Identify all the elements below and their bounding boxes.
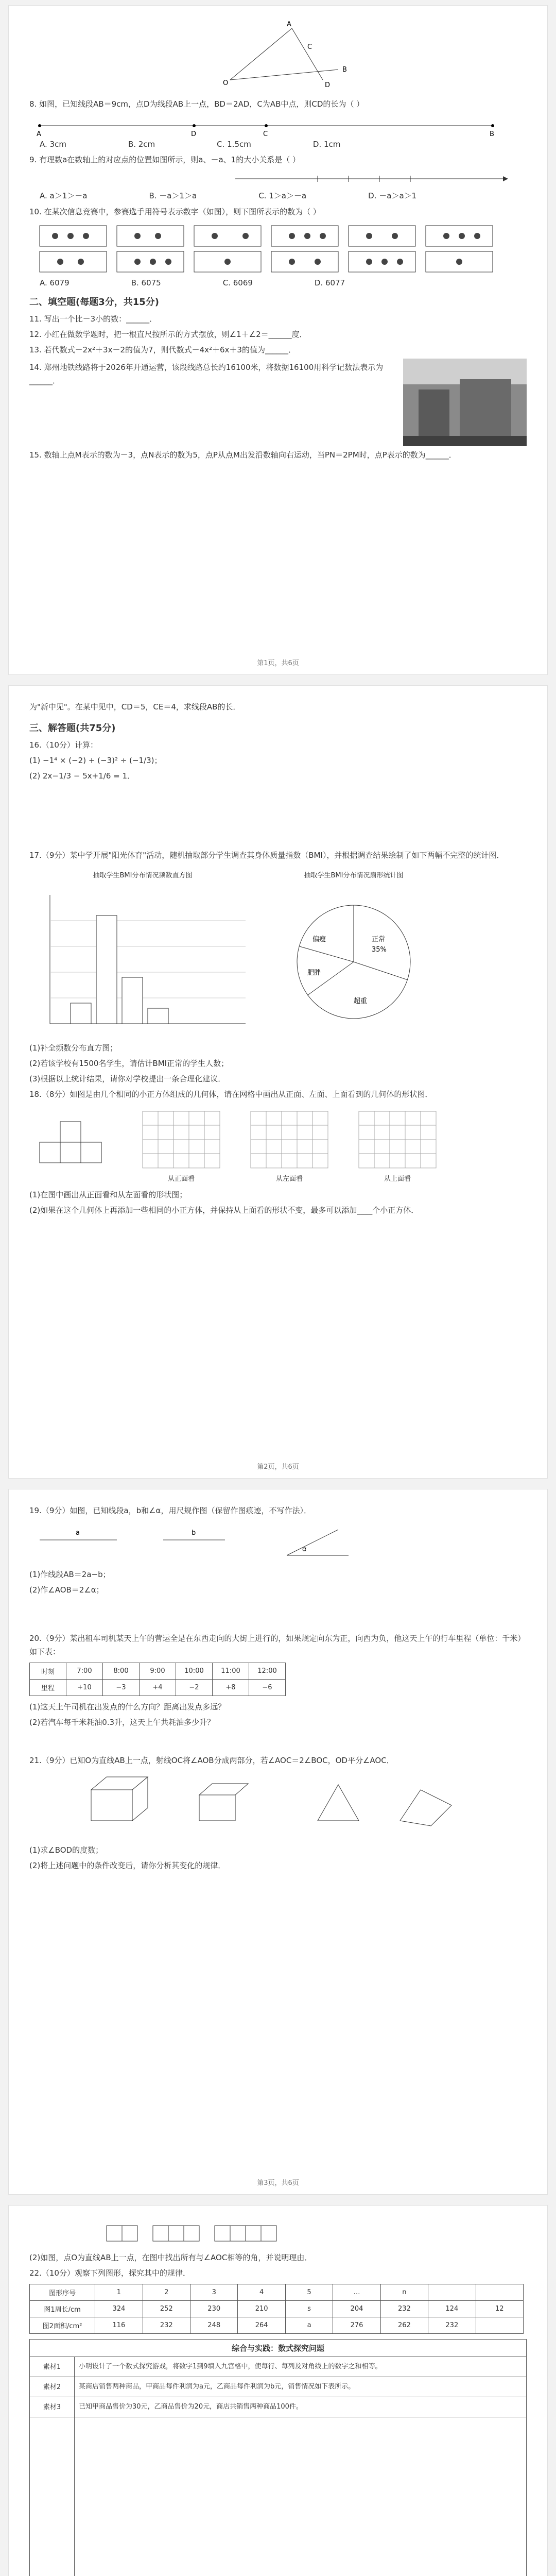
table-row — [30, 2317, 524, 2334]
q19-label-alpha: α — [302, 1546, 307, 1553]
q17-sub-2: (2)若该学校有1500名学生，请估计BMI正常的学生人数； — [29, 1059, 229, 1068]
q18-grid-left — [246, 1106, 333, 1173]
table-cell: n — [380, 2284, 428, 2301]
q21-text: 21.（9分）已知O为直线AB上一点，射线OC将∠AOB分成两部分，若∠AOC＝2∠BOC，OD平分∠AOC． — [29, 1756, 394, 1765]
q18-grid-top — [354, 1106, 441, 1173]
q22-text: 22.（10分）观察下列图形，探究其中的规律． — [29, 2268, 190, 2278]
table-cell: 276 — [333, 2317, 380, 2334]
label-d: D — [325, 81, 331, 89]
q8-option-b[interactable]: B. 2cm — [128, 140, 155, 149]
q10-option-c[interactable]: C. 6069 — [222, 278, 253, 287]
q17-chart1-title: 抽取学生BMI分布情况频数直方图 — [93, 872, 193, 879]
q20-table — [29, 1663, 286, 1696]
table-cell: 1 — [95, 2284, 143, 2301]
q8-option-a[interactable]: A. 3cm — [40, 140, 66, 149]
q8-options — [40, 140, 527, 149]
table-cell: 124 — [428, 2301, 476, 2317]
top-angle-figure — [210, 18, 364, 95]
q18-grid-front — [137, 1106, 225, 1173]
p2-intro: 为"新中见"。在某中见中，CD＝5，CE＝4，求线段AB的长． — [29, 702, 241, 711]
box-value: 小明设计了一个数式探究游戏，将数字1到9填入九宫格中，使每行、每列及对角线上的数字之和相等。 — [79, 2363, 382, 2370]
table-cell: +4 — [140, 1680, 176, 1696]
q20-sub-1: (1)这天上午司机在出发点的什么方向？距离出发点多远？ — [29, 1702, 226, 1711]
table-cell: 204 — [333, 2301, 380, 2317]
q10-symbol-grid — [29, 221, 524, 277]
view-top: 从上面看 — [384, 1175, 411, 1183]
list-item — [30, 2397, 526, 2417]
q16-item-1: (1) −1⁴ × (−2) + (−3)² ÷ (−1/3)； — [29, 756, 162, 765]
table-cell: 116 — [95, 2317, 143, 2334]
q19-sub-2: (2)作∠AOB＝2∠α； — [29, 1585, 104, 1595]
box-value: 某商店销售两种商品，甲商品每件利润为a元，乙商品每件利润为b元，销售情况如下表所示。 — [79, 2383, 355, 2391]
q21-sub-1: (1)求∠BOD的度数； — [29, 1845, 103, 1855]
table-cell: 图形序号 — [30, 2284, 95, 2301]
q19-sub-1: (1)作线段AB＝2a−b； — [29, 1570, 111, 1579]
pie-label-normal: 正常 — [372, 936, 386, 943]
table-cell: s — [285, 2301, 333, 2317]
table-cell: 图2面积/cm² — [30, 2317, 95, 2334]
q18-figures — [29, 1106, 527, 1183]
page-2-footer: 第2页，共6页 — [257, 1463, 299, 1471]
pie-percent: 35% — [372, 946, 387, 954]
q17-chart2-title: 抽取学生BMI分布情况扇形统计图 — [304, 872, 404, 879]
q17-pie — [276, 885, 431, 1039]
table-cell: 2 — [143, 2284, 190, 2301]
table-cell: 210 — [238, 2301, 285, 2317]
q10-option-b[interactable]: B. 6075 — [131, 278, 161, 287]
q21-cont: (2)如图，点O为直线AB上一点，在图中找出所有与∠AOC相等的角，并说明理由． — [29, 2253, 312, 2262]
page-4 — [8, 2205, 548, 2576]
q17-sub-1: (1)补全频数分布直方图； — [29, 1043, 118, 1053]
q12: 12. 小红在做数学题时，把一根直尺按所示的方式摆放，则∠1＋∠2＝______度． — [29, 330, 307, 339]
box-key: 素材1 — [30, 2357, 75, 2377]
table-cell — [476, 2284, 523, 2301]
q21-sub-2: (2)将上述问题中的条件改变后，请你分析其变化的规律． — [29, 1861, 226, 1870]
q10-option-d[interactable]: D. 6077 — [314, 278, 345, 287]
table-cell: 里程 — [30, 1680, 66, 1696]
q15: 15. 数轴上点M表示的数为－3，点N表示的数为5，点P从点M出发沿数轴向右运动，当PN＝2PM时，点P表示的数为______． — [29, 450, 457, 460]
page-3-footer: 第3页，共6页 — [257, 2179, 299, 2187]
list-item — [30, 2357, 526, 2377]
label-c: C — [307, 43, 312, 51]
table-cell: 11:00 — [213, 1663, 249, 1680]
box-key: 素材2 — [30, 2377, 75, 2397]
seg-b: B — [490, 130, 494, 138]
q11: 11. 写出一个比－3小的数：______． — [29, 314, 158, 324]
q17-text: 17.（9分）某中学开展"阳光体育"活动，随机抽取部分学生调查其身体质量指数（BMI），并根据调查结果绘制了如下两幅不完整的统计图． — [29, 851, 505, 860]
table-cell: +10 — [66, 1680, 103, 1696]
q8-option-d[interactable]: D. 1cm — [312, 140, 341, 149]
q14: 14. 郑州地铁线路将于2026年开通运营，该段线路总长约16100米，将数据16100用科学记数法表示为______． — [29, 363, 384, 385]
q9-option-b[interactable]: B. －a＞1＞a — [149, 191, 197, 200]
box-value — [75, 2417, 526, 2576]
q19-label-b: b — [192, 1529, 196, 1537]
section-2-title: 二、填空题(每题3分，共15分) — [29, 297, 160, 308]
table-row — [30, 1663, 286, 1680]
q18-sub: (1)在图中画出从正面看和从左面看的形状图； — [29, 1190, 187, 1199]
q10-option-a[interactable]: A. 6079 — [40, 278, 70, 287]
table-cell: 232 — [143, 2317, 190, 2334]
q17-histogram — [29, 885, 256, 1039]
seg-d: D — [191, 130, 197, 138]
seg-c: C — [263, 130, 268, 138]
pie-label-thin: 偏瘦 — [312, 936, 326, 943]
q9-number-line — [29, 168, 524, 189]
q9-option-a[interactable]: A. a＞1＞－a — [40, 191, 88, 200]
table-cell: 232 — [428, 2317, 476, 2334]
q19-figure — [29, 1519, 524, 1566]
q19-text: 19.（9分）如图，已知线段a，b和∠α，用尺规作图（保留作图痕迹，不写作法）． — [29, 1506, 311, 1515]
practice-box — [29, 2339, 527, 2576]
table-cell: 262 — [380, 2317, 428, 2334]
table-cell: 248 — [190, 2317, 238, 2334]
page-1-footer: 第1页，共6页 — [257, 659, 299, 667]
q20-sub-2: (2)若汽车每千米耗油0.3升，这天上午共耗油多少升？ — [29, 1718, 215, 1727]
q9-option-c[interactable]: C. 1＞a＞－a — [258, 191, 307, 200]
label-a: A — [287, 21, 291, 28]
q14-photo — [403, 359, 527, 446]
table-cell: 3 — [190, 2284, 238, 2301]
table-cell: −2 — [176, 1680, 213, 1696]
table-cell: 时刻 — [30, 1663, 66, 1680]
table-row — [30, 2284, 524, 2301]
table-cell: 232 — [380, 2301, 428, 2317]
page-1 — [8, 5, 548, 675]
table-row — [30, 1680, 286, 1696]
table-cell: a — [285, 2317, 333, 2334]
box-key — [30, 2417, 75, 2576]
table-cell: 7:00 — [66, 1663, 103, 1680]
list-item — [30, 2377, 526, 2397]
table-cell: 230 — [190, 2301, 238, 2317]
pie-label-over: 超重 — [354, 997, 368, 1005]
table-cell: 252 — [143, 2301, 190, 2317]
label-b: B — [342, 66, 347, 74]
q8-text: 8. 如图，已知线段AB＝9cm，点D为线段AB上一点，BD＝2AD，C为AB中点，则CD的长为（ ） — [29, 99, 364, 109]
section-3-title: 三、解答题(共75分) — [29, 723, 116, 734]
q19-label-a: a — [76, 1529, 80, 1537]
q20-text: 20.（9分）某出租车司机某天上午的营运全是在东西走向的大街上进行的，如果规定向东为正，向西为负，他这天上午的行车里程（单位：千米）如下表： — [29, 1634, 526, 1656]
table-cell: … — [333, 2284, 380, 2301]
q9-options — [40, 190, 527, 201]
table-row — [30, 2301, 524, 2317]
q8-option-c[interactable]: C. 1.5cm — [217, 140, 251, 149]
q16-text: 16.（10分）计算： — [29, 740, 98, 750]
q9-option-d[interactable]: D. －a＞a＞1 — [368, 191, 417, 200]
q9-text: 9. 有理数a在数轴上的对应点的位置如图所示，则a、－a、1的大小关系是（ ） — [29, 155, 300, 164]
table-cell: 324 — [95, 2301, 143, 2317]
q21-cont-figure — [29, 2218, 524, 2249]
practice-box-title: 综合与实践：数式探究问题 — [30, 2340, 526, 2357]
list-item — [30, 2417, 526, 2576]
q8-segment — [29, 113, 524, 139]
q22-table — [29, 2284, 524, 2334]
table-cell — [476, 2317, 523, 2334]
q10-text: 10. 在某次信息竞赛中，参赛选手用符号表示数字（如图），则下图所表示的数为（ ） — [29, 207, 321, 216]
q17-sub-3: (3)根据以上统计结果，请你对学校提出一条合理化建议． — [29, 1074, 226, 1083]
table-cell — [428, 2284, 476, 2301]
table-cell: −6 — [249, 1680, 286, 1696]
box-key: 素材3 — [30, 2397, 75, 2417]
table-cell: 12:00 — [249, 1663, 286, 1680]
q18-sub-2: (2)如果在这个几何体上再添加一些相同的小正方体，并保持从上面看的形状不变，最多可以添加____个小正方体． — [29, 1206, 419, 1215]
table-cell: 8:00 — [103, 1663, 140, 1680]
page-3 — [8, 1489, 548, 2195]
q18-text: 18.（8分）如图是由几个相同的小正方体组成的几何体，请在网格中画出从正面、左面、上面看到的几何体的形状图． — [29, 1090, 433, 1099]
pie-label-obese: 肥胖 — [307, 969, 321, 977]
page-2 — [8, 685, 548, 1479]
label-o: O — [223, 79, 229, 87]
table-cell: 9:00 — [140, 1663, 176, 1680]
table-cell: 264 — [238, 2317, 285, 2334]
table-cell: 12 — [476, 2301, 523, 2317]
q21-figure — [29, 1769, 524, 1841]
q16-item-2: (2) 2x−1/3 − 5x+1/6 = 1． — [29, 771, 135, 781]
view-front: 从正面看 — [167, 1175, 195, 1183]
box-value: 已知甲商品售价为30元，乙商品售价为20元，商店共销售两种商品100件。 — [79, 2403, 303, 2411]
q10-options — [40, 278, 527, 287]
table-cell: −3 — [103, 1680, 140, 1696]
table-cell: 10:00 — [176, 1663, 213, 1680]
q13: 13. 若代数式－2x²＋3x－2的值为7，则代数式－4x²＋6x＋3的值为______． — [29, 345, 296, 354]
q18-solid — [29, 1106, 117, 1173]
table-cell: 5 — [285, 2284, 333, 2301]
table-cell: 4 — [238, 2284, 285, 2301]
table-cell: 图1周长/cm — [30, 2301, 95, 2317]
view-left: 从左面看 — [275, 1175, 303, 1183]
seg-a: A — [37, 130, 41, 138]
table-cell: +8 — [213, 1680, 249, 1696]
